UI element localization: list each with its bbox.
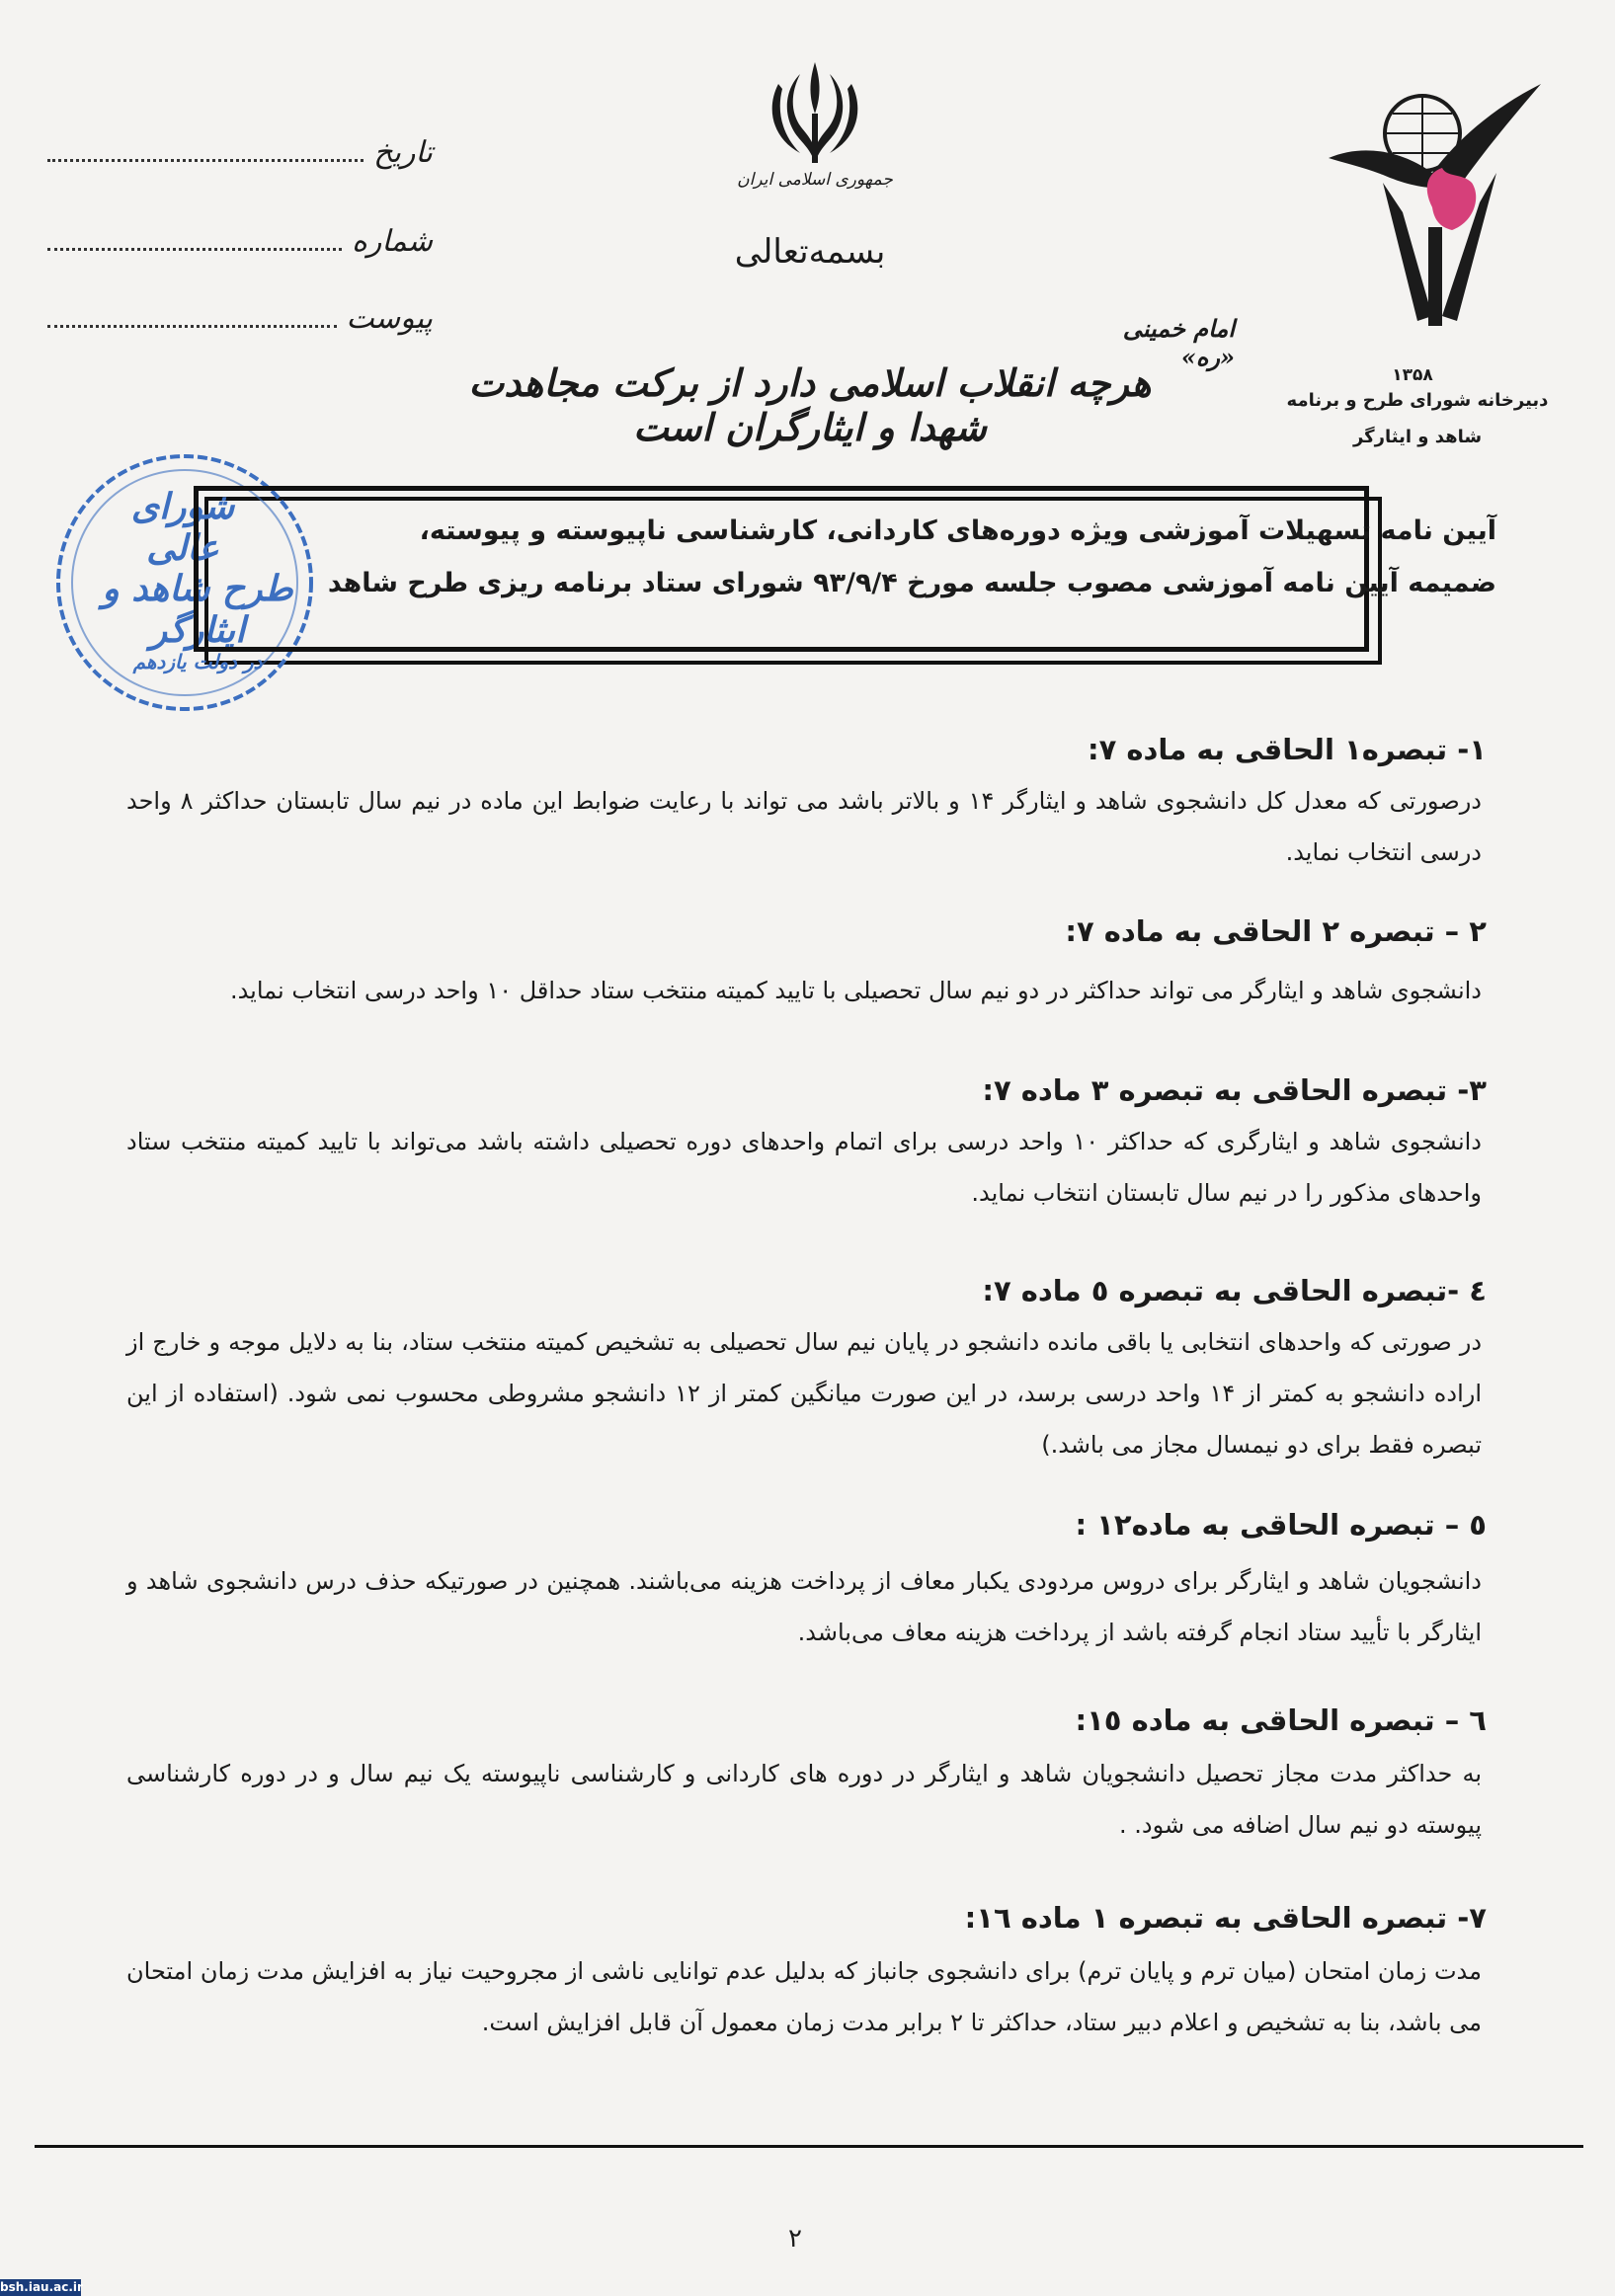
logo-org-line2: شاهد و ایثارگر — [1352, 427, 1483, 447]
section-4-body: در صورتی که واحدهای انتخابی یا باقی مانده دانشجو در پایان نیم سال تحصیلی به تشخیص کمیته منتخب ستاد، بنا به دلایل موجه و خارج از اراده دانشجو به کمتر از ۱۴ واحد درسی برسد، در این صورت میانگین کمتر از ۱۲ دانشجو مشروطی محسوب نمی شود. (استفاده از این تبصره فقط برای دو نیمسال مجاز می باشد.) — [126, 1328, 1482, 1459]
source-badge[interactable]: bsh.iau.ac.ir — [0, 2280, 83, 2294]
stamp-line2: طرح شاهد و ایثارگر — [102, 568, 293, 651]
stamp-line1: شورای عالی — [130, 486, 235, 569]
section-6-title: ٦ – تبصره الحاقی به ماده ۱٥: — [1075, 1703, 1487, 1737]
section-7-title: ۷- تبصره الحاقی به تبصره ۱ ماده ۱٦: — [964, 1901, 1487, 1935]
section-5-body: دانشجویان شاهد و ایثارگر برای دروس مردودی یکبار معاف از پرداخت هزینه می‌باشند. همچنین در صورتیکه حذف درس دانشجوی شاهد و ایثارگر با تأیید ستاد انجام گرفته باشد از پرداخت هزینه معاف می‌باشد. — [126, 1567, 1482, 1646]
quote-text: هرچه انقلاب اسلامی دارد از برکت مجاهدت شهدا و ایثارگران است — [468, 360, 1152, 449]
number-label: شماره — [352, 224, 433, 259]
section-7-body: مدت زمان امتحان (میان ترم و پایان ترم) برای دانشجوی جانباز که بدلیل عدم توانایی ناشی از مجروحیت نیاز به افزایش مدت زمان امتحان می باشد، بنا به تشخیص و اعلام دبیر ستاد، حداکثر تا ۲ برابر مدت زمان معمول آن قابل افزایش است. — [126, 1957, 1482, 2036]
title-line1: آیین نامه تسهیلات آموزشی ویژه دوره‌های کاردانی، کارشناسی ناپیوسته و پیوسته، — [419, 515, 1496, 546]
section-6-body: به حداکثر مدت مجاز تحصیل دانشجویان شاهد و ایثارگر در دوره های کاردانی و کارشناسی ناپیوسته یک نیم سال و در دوره کارشناسی پیوسته دو نیم سال اضافه می شود. . — [126, 1760, 1482, 1839]
title-line2: ضمیمه آیین نامه آموزشی مصوب جلسه مورخ ۹۳/۹/۴ شورای ستاد برنامه ریزی طرح شاهد — [327, 568, 1496, 598]
section-4-title: ٤ -تبصره الحاقی به تبصره ٥ ماده ۷: — [982, 1274, 1487, 1307]
section-1-body: درصورتی که معدل کل دانشجوی شاهد و ایثارگر ۱۴ و بالاتر باشد می تواند با رعایت ضوابط این ماده در نیم سال تابستان حداکثر ۸ واحد درسی انتخاب نماید. — [126, 787, 1482, 866]
date-dotted-line — [47, 159, 363, 162]
section-3-title: ۳- تبصره الحاقی به تبصره ۳ ماده ۷: — [982, 1073, 1487, 1107]
logo-year: ۱۳۵۸ — [1392, 365, 1433, 385]
republic-text: جمهوری اسلامی ایران — [737, 170, 893, 190]
quote-author: امام خمینی «ره» — [1122, 314, 1235, 371]
attachment-row — [47, 296, 433, 336]
logo-org-line1: دبیرخانه شورای طرح و برنامه — [1286, 390, 1549, 411]
section-2-title: ۲ – تبصره ۲ الحاقی به ماده ۷: — [1065, 914, 1487, 948]
footer-divider — [35, 2145, 1583, 2148]
iran-emblem-icon — [761, 54, 869, 173]
basmala: بسمه‌تعالی — [734, 232, 886, 272]
date-label: تاریخ — [373, 135, 433, 170]
section-5-title: ٥ – تبصره الحاقی به ماده۱۲ : — [1075, 1508, 1487, 1542]
shahed-logo-icon — [1324, 64, 1546, 370]
page-number: ۲ — [788, 2224, 802, 2254]
number-dotted-line — [47, 248, 342, 251]
date-row — [47, 130, 433, 170]
section-2-body: دانشجوی شاهد و ایثارگر می تواند حداکثر در دو نیم سال تحصیلی با تایید کمیته منتخب ستاد حداقل ۱۰ واحد درسی انتخاب نماید. — [229, 977, 1482, 1004]
attachment-label: پیوست — [346, 301, 433, 336]
stamp-line3: در دولت یازدهم — [132, 650, 263, 673]
number-row — [47, 219, 433, 259]
attachment-dotted-line — [47, 325, 337, 328]
section-1-title: ۱- تبصره۱ الحاقی به ماده ۷: — [1088, 733, 1487, 766]
section-3-body: دانشجوی شاهد و ایثارگری که حداکثر ۱۰ واحد درسی برای اتمام واحدهای دوره تحصیلی داشته باشد می‌تواند با تایید کمیته منتخب ستاد واحدهای مذکور را در نیم سال تابستان انتخاب نماید. — [126, 1128, 1482, 1207]
